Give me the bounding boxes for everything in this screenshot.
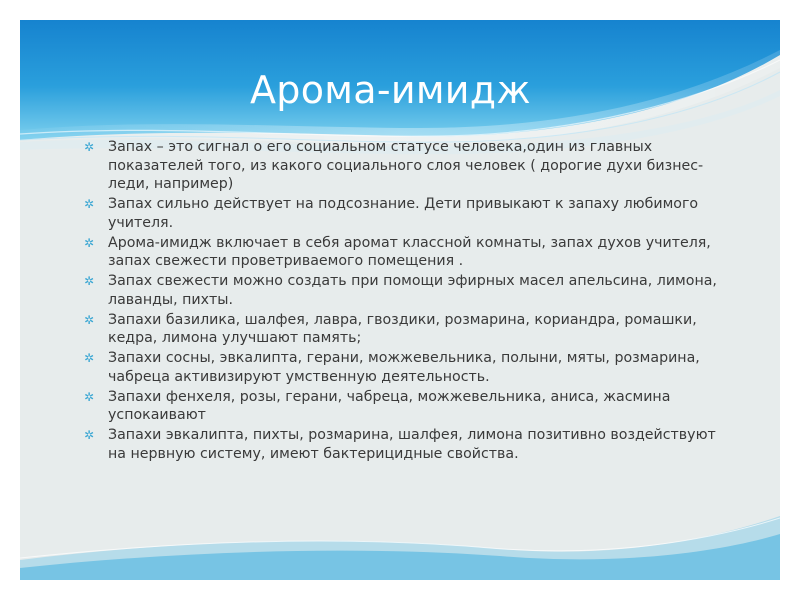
star-bullet-icon: ✲: [84, 140, 95, 154]
bullet-list: [84, 138, 724, 465]
star-bullet-icon: ✲: [84, 312, 95, 327]
slide-title: Арома-имидж: [250, 68, 531, 112]
list-item: [84, 388, 724, 425]
slide: [20, 20, 780, 580]
list-item: [84, 311, 724, 348]
bullet-text: Запахи базилика, шалфея, лавра, гвоздики, розмарина, кориандра, ромашки, кедра, лимона улучшают память;: [108, 311, 697, 346]
star-bullet-icon: ✲: [84, 428, 95, 442]
list-item: [84, 426, 724, 463]
star-bullet-icon: ✲: [84, 197, 95, 211]
bullet-text: Запах – это сигнал о его социальном статусе человека,один из главных показателей того, из какого социального слоя человек ( дорогие духи бизнес-леди, например): [108, 139, 704, 192]
bullet-text: Запах сильно действует на подсознание. Дети привыкают к запаху любимого учителя.: [108, 196, 699, 231]
list-item: [84, 272, 724, 309]
bullet-text: Запахи эвкалипта, пихты, розмарина, шалфея, лимона позитивно воздействуют на нервную систему, имеют бактерицидные свойства.: [108, 427, 716, 462]
star-bullet-icon: ✲: [84, 389, 95, 404]
bullet-text: Арома-имидж включает в себя аромат классной комнаты, запах духов учителя, запах свежести проветриваемого помещения .: [108, 234, 711, 269]
star-bullet-icon: ✲: [84, 235, 95, 250]
list-item: [84, 138, 724, 194]
list-item: [84, 234, 724, 271]
star-bullet-icon: ✲: [84, 351, 95, 365]
list-item: [84, 349, 724, 386]
bullet-text: Запахи сосны, эвкалипта, герани, можжевельника, полыни, мяты, розмарина, чабреца активизируют умственную деятельность.: [108, 350, 700, 385]
star-bullet-icon: ✲: [84, 274, 95, 288]
bullet-text: Запахи фенхеля, розы, герани, чабреца, можжевельника, аниса, жасмина успокаивают: [108, 388, 671, 423]
bullet-text: Запах свежести можно создать при помощи эфирных масел апельсина, лимона, лаванды, пихты.: [108, 273, 717, 308]
list-item: [84, 195, 724, 232]
